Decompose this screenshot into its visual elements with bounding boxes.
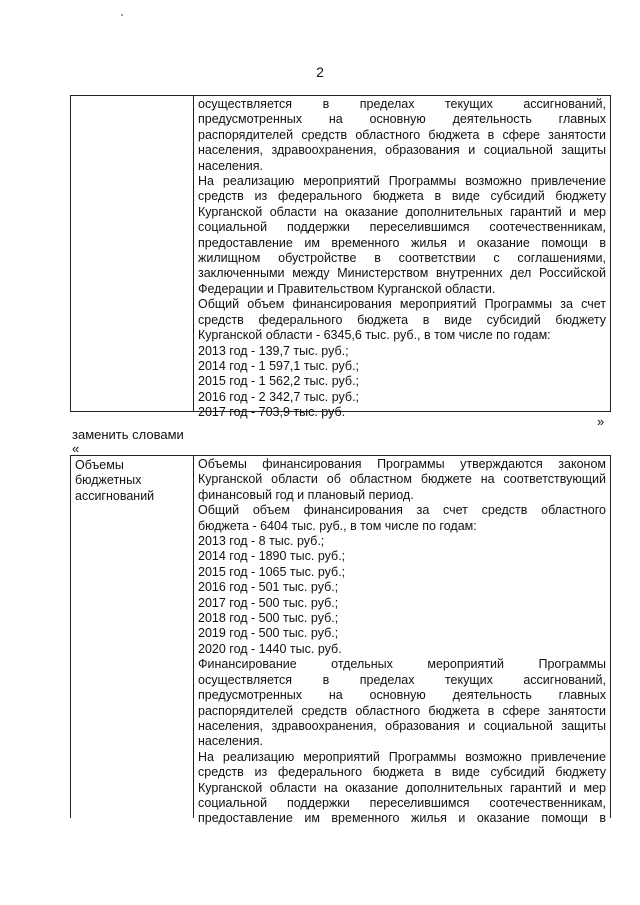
scan-dot <box>121 14 123 16</box>
text-line: средств федерального бюджета в виде субсидий бюджету <box>198 312 606 327</box>
text-line: На реализацию мероприятий Программы возможно привлечение <box>198 174 606 189</box>
text-line: финансовый год и плановый период. <box>198 487 414 502</box>
text-line: Общий объем финансирования мероприятий Программы за счет <box>198 297 606 312</box>
text-line: средств из федерального бюджета в виде субсидий бюджету <box>198 765 606 780</box>
text-line: жилищном обустройстве в соответствии с соглашениями, <box>198 251 606 266</box>
table-2-left-cell <box>71 456 194 818</box>
text-line: социальной поддержки переселившимся соотечественникам, <box>198 220 606 235</box>
text-line: Объемы финансирования Программы утверждаются законом <box>198 457 606 471</box>
text-line: бюджета - 6404 тыс. руб., в том числе по годам: <box>198 518 477 533</box>
text-line: Общий объем финансирования за счет средств областного <box>198 503 606 518</box>
text-line: осуществляется в пределах текущих ассигнований, <box>198 672 606 687</box>
text-line: распорядителей средств областного бюджета в сфере занятости <box>198 127 606 142</box>
text-line: Курганской области на оказание дополнительных гарантий и мер <box>198 204 606 219</box>
text-line: предоставление им временного жилья и оказание помощи в <box>198 235 606 250</box>
text-line: осуществляется в пределах текущих ассигнований, <box>198 97 606 111</box>
table-2 <box>70 455 611 826</box>
text-line: распорядителей средств областного бюджета в сфере занятости <box>198 703 606 718</box>
text-line: Финансирование отдельных мероприятий Программы <box>198 657 606 672</box>
left-cell-line: Объемы <box>75 458 124 472</box>
table-1-right-cell <box>194 96 610 420</box>
text-line: заключенными между Министерством внутренних дел Российской <box>198 266 606 281</box>
text-line: населения. <box>198 158 264 173</box>
text-line: населения. <box>198 734 264 749</box>
text-line: На реализацию мероприятий Программы возможно привлечение <box>198 749 606 764</box>
opening-quote: « <box>72 441 80 456</box>
text-line: Курганской области об областном бюджете на соответствующий <box>198 472 606 487</box>
text-line: предусмотренных на основную деятельность главных <box>198 688 606 703</box>
text-line: 2015 год - 1065 тыс. руб.; <box>198 564 346 579</box>
text-line: 2017 год - 703,9 тыс. руб. <box>198 405 346 420</box>
left-cell-line: бюджетных <box>75 473 142 488</box>
text-line: предусмотренных на основную деятельность главных <box>198 112 606 127</box>
page-number: 2 <box>316 64 324 80</box>
closing-quote: » <box>597 414 605 429</box>
left-cell-line: ассигнований <box>75 488 155 503</box>
text-line: 2018 год - 500 тыс. руб.; <box>198 611 339 626</box>
text-line: населения, здравоохранения, образования и социальной защиты <box>198 143 606 158</box>
text-line: Федерации и Правительством Курганской области. <box>198 281 496 296</box>
text-line: населения, здравоохранения, образования и социальной защиты <box>198 718 606 733</box>
text-line: социальной поддержки переселившимся соотечественникам, <box>198 795 606 810</box>
replace-label: заменить словами <box>72 427 184 442</box>
text-line: 2014 год - 1890 тыс. руб.; <box>198 549 346 564</box>
text-line: 2019 год - 500 тыс. руб.; <box>198 626 339 641</box>
text-line: 2020 год - 1440 тыс. руб. <box>198 641 342 656</box>
table-2-right-cell <box>194 456 610 826</box>
text-line: Курганской области - 6345,6 тыс. руб., в том числе по годам: <box>198 328 551 343</box>
text-line: 2016 год - 501 тыс. руб.; <box>198 580 339 595</box>
text-line: предоставление им временного жилья и оказание помощи в <box>198 811 606 826</box>
text-line: средств из федерального бюджета в виде субсидий бюджету <box>198 189 606 204</box>
text-line: 2017 год - 500 тыс. руб.; <box>198 595 339 610</box>
text-line: 2015 год - 1 562,2 тыс. руб.; <box>198 374 360 389</box>
text-line: 2014 год - 1 597,1 тыс. руб.; <box>198 358 360 373</box>
text-line: 2013 год - 8 тыс. руб.; <box>198 534 325 549</box>
table-1 <box>70 95 611 420</box>
text-line: 2016 год - 2 342,7 тыс. руб.; <box>198 389 360 404</box>
text-line: 2013 год - 139,7 тыс. руб.; <box>198 343 349 358</box>
table-1-left-cell <box>71 96 194 411</box>
text-line: Курганской области на оказание дополнительных гарантий и мер <box>198 780 606 795</box>
